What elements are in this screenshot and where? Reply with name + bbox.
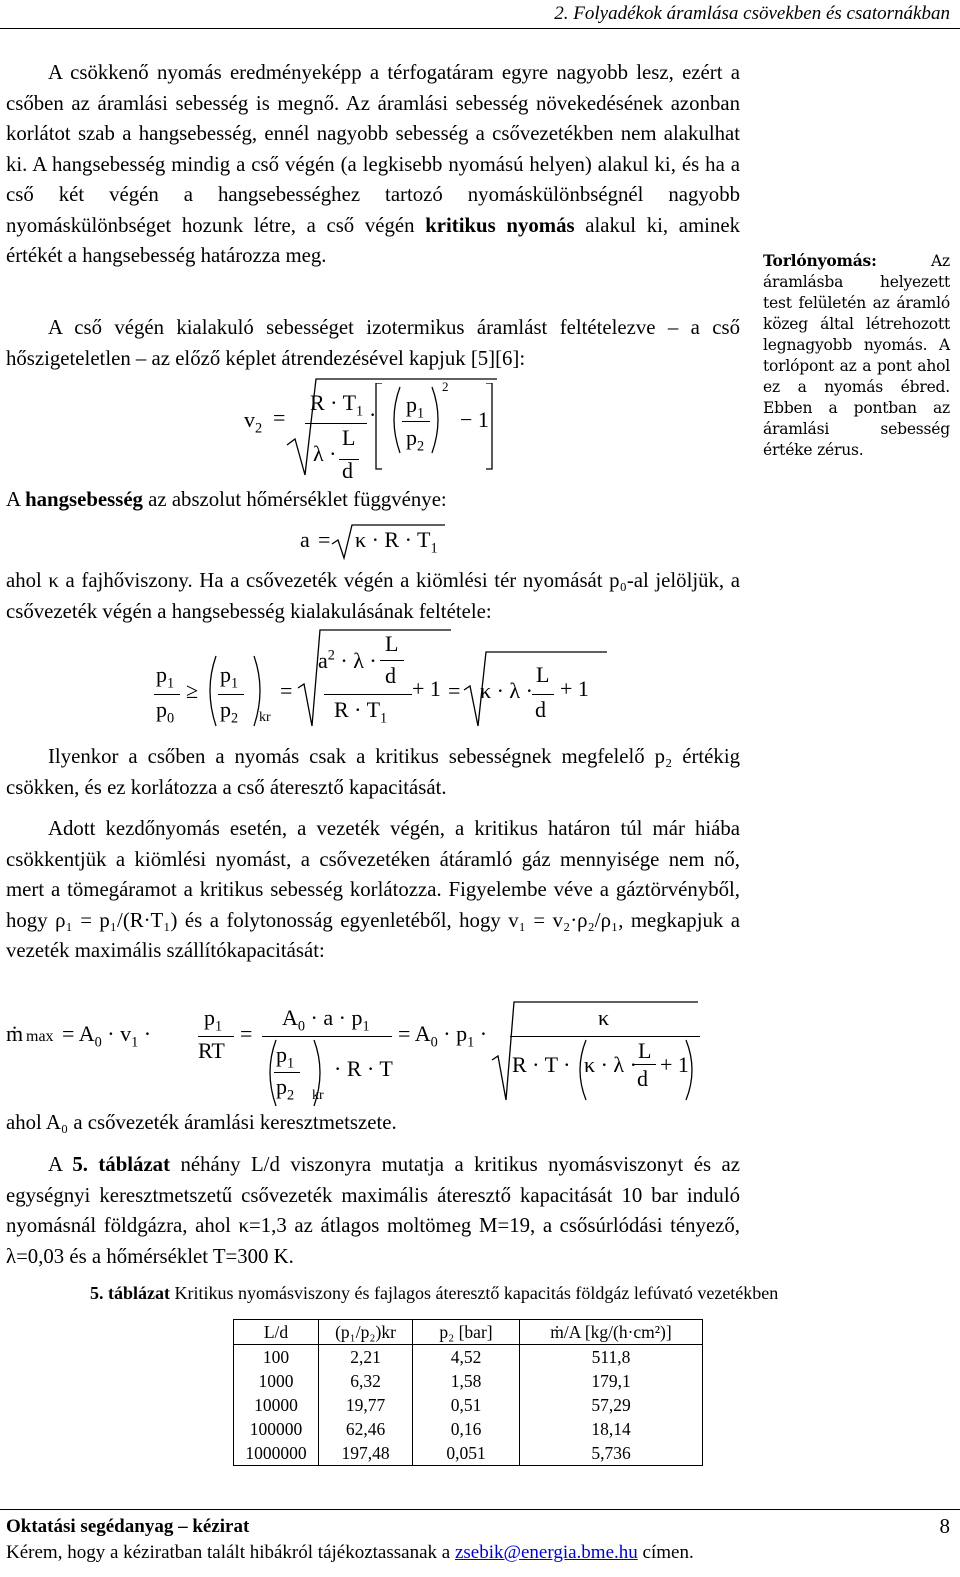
table-cell: 10000 [234, 1393, 319, 1417]
paragraph-3-text-end: az abszolut hőmérséklet függvénye: [142, 488, 447, 511]
column-header: p₂ [bar] [413, 1320, 520, 1345]
footer-note-end: címen. [637, 1542, 694, 1563]
paragraph-1-text: A csökkenő nyomás eredményeképp a térfogatáram egyre nagyobb lesz, ezért a csőben az áramlási sebesség is megnő. Az áramlási sebesség növekedésének azonban korlátot szab a hangsebesség, ennél nagyobb sebesség a csővezetékben nem alakulhat ki. A hangsebesség mindig a cső végén (a legkisebb nyomású helyen) alakul ki, és ha a cső két végén a hangsebességhez tartozó nyomáskülönbségnél nagyobb nyomáskülönbséget hozunk létre, a cső végén [6, 61, 740, 237]
table-cell: 18,14 [520, 1417, 703, 1441]
table-cell: 197,48 [319, 1441, 413, 1466]
table-cell: 6,32 [319, 1369, 413, 1393]
chapter-title: 2. Folyadékok áramlása csövekben és csatornákban [554, 3, 950, 24]
table-caption-text: Kritikus nyomásviszony és fajlagos áteresztő kapacitás földgáz lefúvató vezetékben [170, 1283, 779, 1303]
equation-condition: $p_1$ $p_0$ ≥ $p_1$ $p_2$ kr = L $a^2 \cdot \lambda$ · d $R \cdot T_1$ + 1 = κ · λ · L d + 1 [0, 628, 740, 730]
paragraph-6-text: Adott kezdőnyomás esetén, a vezeték végén, a kritikus határon túl már hiába csökkentjük a kiömlési nyomást, a csővezetéken átáramló gáz mennyisége nem nő, mert a tömegáramot a kritikus sebesség korlátozza. Figyelembe véve a gáztörvényből, hogy ρ₁ = p₁/(R·T₁) és a folytonosság egyenletéből, hogy v₁ = v₂·ρ₂/ρ₁, megkapjuk a vezeték maximális szállítókapacitását: [6, 817, 740, 962]
table-row [234, 1393, 703, 1417]
table-cell: 179,1 [520, 1369, 703, 1393]
column-header: (p₁/p₂)kr [319, 1320, 413, 1345]
table-cell: 1,58 [413, 1369, 520, 1393]
paragraph-6 [6, 814, 740, 967]
paragraph-3-text: A [6, 488, 26, 511]
table-cell: 100 [234, 1345, 319, 1370]
table-cell: 1000 [234, 1369, 319, 1393]
paragraph-4 [6, 566, 740, 627]
table-cell: 0,051 [413, 1441, 520, 1466]
table-cell: 19,77 [319, 1393, 413, 1417]
table-cell: 5,736 [520, 1441, 703, 1466]
table-row [234, 1345, 703, 1370]
equation-mass-flow: ṁ max = $A_0 \cdot v_1$ · $p_1$ RT = $A_0 \cdot a \cdot p_1$ $p_1$ $p_2$ kr · R · T = $A_0 \cdot p_1$ · κ R · T · κ · λ · L d + 1 [0, 1000, 740, 1110]
table-cell: 62,46 [319, 1417, 413, 1441]
footer-note [6, 1542, 694, 1564]
paragraph-2 [6, 313, 740, 374]
table-row [234, 1417, 703, 1441]
table-cell: 100000 [234, 1417, 319, 1441]
keyword-critical-pressure: kritikus nyomás [425, 213, 575, 237]
paragraph-4-text: ahol κ a fajhőviszony. Ha a csővezeték végén a kiömlési tér nyomását p₀-al jelöljük, a csővezeték végén a hangsebesség kialakulásának feltétele: [6, 569, 740, 623]
table-cell: 0,16 [413, 1417, 520, 1441]
paragraph-1-text-end: alakul ki, aminek értékét a hangsebesség határozza meg. [6, 213, 740, 267]
paragraph-8-text: A [48, 1153, 73, 1176]
table-caption-label: 5. táblázat [90, 1283, 170, 1303]
table-cell: 1000000 [234, 1441, 319, 1466]
footer-title [6, 1516, 249, 1538]
table-caption [90, 1283, 778, 1304]
column-header: ṁ/A [kg/(h·cm²)] [520, 1320, 703, 1345]
page-header [0, 0, 960, 29]
table-row [234, 1369, 703, 1393]
equation-v2: $v_2$ = $R \cdot T_1$ L λ · d · $p_1$ $p_2$ 2 − 1 [0, 375, 740, 485]
table-cell: 2,21 [319, 1345, 413, 1370]
paragraph-7-text: ahol A₀ a csővezeték áramlási keresztmetszete. [6, 1111, 397, 1134]
email-link[interactable]: zsebik@energia.bme.hu [454, 1542, 638, 1563]
paragraph-3 [6, 485, 740, 516]
paragraph-8-text-end: néhány L/d viszonyra mutatja a kritikus nyomásviszonyt és az egységnyi keresztmetszetű csővezeték maximális áteresztő kapacitását 10 bar induló nyomásnál földgázra, ahol κ=1,3 az átlagos moltömeg M=19, a csősúrlódási tényező, λ=0,03 és a hőmérséklet T=300 K. [6, 1153, 741, 1268]
paragraph-7 [6, 1108, 740, 1139]
footer-title-text: Oktatási segédanyag – kézirat [6, 1516, 250, 1537]
paragraph-2-text: A cső végén kialakuló sebességet izotermikus áramlást feltételezve – a cső hőszigeteletlen – az előző képlet átrendezésével kapjuk [5][6]: [6, 316, 740, 370]
keyword-sound-speed: hangsebesség [25, 488, 143, 511]
paragraph-5-text: Ilyenkor a csőben a nyomás csak a kritikus sebességnek megfelelő p₂ értékig csökken, és ez korlátozza a cső áteresztő kapacitását. [6, 745, 740, 799]
page-number: 8 [939, 1514, 950, 1538]
footer-note-text: Kérem, hogy a kéziratban talált hibákról tájékoztassanak a [6, 1542, 455, 1563]
column-header: L/d [234, 1320, 319, 1345]
table-cell: 4,52 [413, 1345, 520, 1370]
table-cell: 0,51 [413, 1393, 520, 1417]
sidenote-text: Az áramlásba helyezett test felületén az áramló közeg által létrehozott legnagyobb nyomás. A torlópont az a pont ahol ez a nyomás ébred. Ebben a pontban az áramlási sebesség értéke zérus. [763, 252, 950, 459]
table-cell: 511,8 [520, 1345, 703, 1370]
footer-divider [0, 1509, 960, 1510]
equation-sound-speed: a = $\kappa \cdot R \cdot T_1$ [0, 522, 740, 562]
table-row [234, 1441, 703, 1466]
data-table [233, 1319, 703, 1466]
paragraph-5 [6, 742, 740, 803]
sidenote-term: Torlónyomás: [763, 251, 877, 270]
table-cell: 57,29 [520, 1393, 703, 1417]
table-header-row [234, 1320, 703, 1345]
paragraph-1 [6, 58, 740, 272]
table-reference: 5. táblázat [72, 1153, 171, 1176]
paragraph-8 [6, 1150, 740, 1272]
sidenote [763, 250, 950, 461]
